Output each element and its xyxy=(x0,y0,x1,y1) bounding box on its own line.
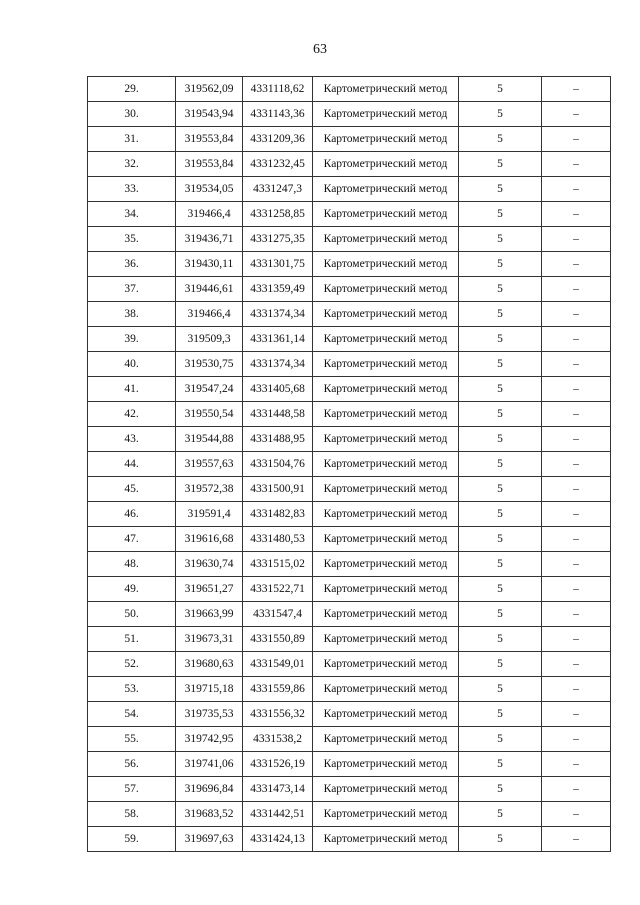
point-number-cell: 52. xyxy=(88,652,176,677)
accuracy-cell: 5 xyxy=(459,327,542,352)
x-coordinate-cell: 319616,68 xyxy=(176,527,243,552)
point-number-cell: 30. xyxy=(88,102,176,127)
note-cell: – xyxy=(542,252,611,277)
accuracy-cell: 5 xyxy=(459,402,542,427)
x-coordinate-cell: 319547,24 xyxy=(176,377,243,402)
method-cell: Картометрический метод xyxy=(313,177,459,202)
accuracy-cell: 5 xyxy=(459,477,542,502)
method-cell: Картометрический метод xyxy=(313,677,459,702)
table-row xyxy=(88,377,611,402)
note-cell: – xyxy=(542,827,611,852)
point-number-cell: 35. xyxy=(88,227,176,252)
x-coordinate-cell: 319446,61 xyxy=(176,277,243,302)
x-coordinate-cell: 319630,74 xyxy=(176,552,243,577)
table-row xyxy=(88,352,611,377)
accuracy-cell: 5 xyxy=(459,702,542,727)
y-coordinate-cell: 4331258,85 xyxy=(243,202,313,227)
note-cell: – xyxy=(542,702,611,727)
table-row xyxy=(88,77,611,102)
y-coordinate-cell: 4331405,68 xyxy=(243,377,313,402)
point-number-cell: 59. xyxy=(88,827,176,852)
coordinates-table xyxy=(87,76,611,852)
method-cell: Картометрический метод xyxy=(313,252,459,277)
table-row xyxy=(88,427,611,452)
point-number-cell: 44. xyxy=(88,452,176,477)
table-row xyxy=(88,227,611,252)
table-row xyxy=(88,277,611,302)
page-number: 63 xyxy=(313,42,327,57)
note-cell: – xyxy=(542,602,611,627)
y-coordinate-cell: 4331556,32 xyxy=(243,702,313,727)
y-coordinate-cell: 4331488,95 xyxy=(243,427,313,452)
note-cell: – xyxy=(542,502,611,527)
table-row xyxy=(88,102,611,127)
method-cell: Картометрический метод xyxy=(313,727,459,752)
x-coordinate-cell: 319742,95 xyxy=(176,727,243,752)
note-cell: – xyxy=(542,327,611,352)
accuracy-cell: 5 xyxy=(459,627,542,652)
table-row xyxy=(88,652,611,677)
method-cell: Картометрический метод xyxy=(313,202,459,227)
x-coordinate-cell: 319430,11 xyxy=(176,252,243,277)
y-coordinate-cell: 4331301,75 xyxy=(243,252,313,277)
method-cell: Картометрический метод xyxy=(313,227,459,252)
note-cell: – xyxy=(542,202,611,227)
x-coordinate-cell: 319572,38 xyxy=(176,477,243,502)
accuracy-cell: 5 xyxy=(459,227,542,252)
table-row xyxy=(88,527,611,552)
method-cell: Картометрический метод xyxy=(313,702,459,727)
y-coordinate-cell: 4331424,13 xyxy=(243,827,313,852)
note-cell: – xyxy=(542,577,611,602)
table-row xyxy=(88,152,611,177)
y-coordinate-cell: 4331442,51 xyxy=(243,802,313,827)
accuracy-cell: 5 xyxy=(459,827,542,852)
note-cell: – xyxy=(542,102,611,127)
accuracy-cell: 5 xyxy=(459,352,542,377)
method-cell: Картометрический метод xyxy=(313,552,459,577)
point-number-cell: 43. xyxy=(88,427,176,452)
y-coordinate-cell: 4331247,3 xyxy=(243,177,313,202)
y-coordinate-cell: 4331515,02 xyxy=(243,552,313,577)
accuracy-cell: 5 xyxy=(459,177,542,202)
accuracy-cell: 5 xyxy=(459,302,542,327)
point-number-cell: 42. xyxy=(88,402,176,427)
table-row xyxy=(88,777,611,802)
method-cell: Картометрический метод xyxy=(313,402,459,427)
x-coordinate-cell: 319673,31 xyxy=(176,627,243,652)
method-cell: Картометрический метод xyxy=(313,477,459,502)
note-cell: – xyxy=(542,227,611,252)
accuracy-cell: 5 xyxy=(459,377,542,402)
method-cell: Картометрический метод xyxy=(313,802,459,827)
method-cell: Картометрический метод xyxy=(313,377,459,402)
point-number-cell: 53. xyxy=(88,677,176,702)
table-row xyxy=(88,302,611,327)
x-coordinate-cell: 319530,75 xyxy=(176,352,243,377)
note-cell: – xyxy=(542,552,611,577)
point-number-cell: 57. xyxy=(88,777,176,802)
y-coordinate-cell: 4331232,45 xyxy=(243,152,313,177)
y-coordinate-cell: 4331480,53 xyxy=(243,527,313,552)
accuracy-cell: 5 xyxy=(459,102,542,127)
note-cell: – xyxy=(542,727,611,752)
method-cell: Картометрический метод xyxy=(313,302,459,327)
method-cell: Картометрический метод xyxy=(313,627,459,652)
accuracy-cell: 5 xyxy=(459,152,542,177)
x-coordinate-cell: 319550,54 xyxy=(176,402,243,427)
x-coordinate-cell: 319680,63 xyxy=(176,652,243,677)
table-row xyxy=(88,627,611,652)
note-cell: – xyxy=(542,677,611,702)
y-coordinate-cell: 4331504,76 xyxy=(243,452,313,477)
accuracy-cell: 5 xyxy=(459,427,542,452)
method-cell: Картометрический метод xyxy=(313,102,459,127)
table-row xyxy=(88,252,611,277)
y-coordinate-cell: 4331473,14 xyxy=(243,777,313,802)
y-coordinate-cell: 4331538,2 xyxy=(243,727,313,752)
accuracy-cell: 5 xyxy=(459,727,542,752)
x-coordinate-cell: 319466,4 xyxy=(176,302,243,327)
x-coordinate-cell: 319534,05 xyxy=(176,177,243,202)
x-coordinate-cell: 319696,84 xyxy=(176,777,243,802)
y-coordinate-cell: 4331547,4 xyxy=(243,602,313,627)
note-cell: – xyxy=(542,77,611,102)
note-cell: – xyxy=(542,627,611,652)
point-number-cell: 37. xyxy=(88,277,176,302)
x-coordinate-cell: 319697,63 xyxy=(176,827,243,852)
y-coordinate-cell: 4331522,71 xyxy=(243,577,313,602)
accuracy-cell: 5 xyxy=(459,252,542,277)
note-cell: – xyxy=(542,752,611,777)
table-row xyxy=(88,602,611,627)
y-coordinate-cell: 4331482,83 xyxy=(243,502,313,527)
table-row xyxy=(88,577,611,602)
note-cell: – xyxy=(542,402,611,427)
y-coordinate-cell: 4331374,34 xyxy=(243,302,313,327)
table-row xyxy=(88,802,611,827)
note-cell: – xyxy=(542,127,611,152)
accuracy-cell: 5 xyxy=(459,802,542,827)
table-row xyxy=(88,452,611,477)
table-row xyxy=(88,677,611,702)
accuracy-cell: 5 xyxy=(459,577,542,602)
x-coordinate-cell: 319553,84 xyxy=(176,127,243,152)
point-number-cell: 50. xyxy=(88,602,176,627)
accuracy-cell: 5 xyxy=(459,277,542,302)
note-cell: – xyxy=(542,152,611,177)
accuracy-cell: 5 xyxy=(459,552,542,577)
y-coordinate-cell: 4331500,91 xyxy=(243,477,313,502)
table-row xyxy=(88,752,611,777)
accuracy-cell: 5 xyxy=(459,602,542,627)
x-coordinate-cell: 319683,52 xyxy=(176,802,243,827)
method-cell: Картометрический метод xyxy=(313,602,459,627)
note-cell: – xyxy=(542,777,611,802)
y-coordinate-cell: 4331359,49 xyxy=(243,277,313,302)
note-cell: – xyxy=(542,802,611,827)
method-cell: Картометрический метод xyxy=(313,77,459,102)
point-number-cell: 48. xyxy=(88,552,176,577)
point-number-cell: 46. xyxy=(88,502,176,527)
y-coordinate-cell: 4331361,14 xyxy=(243,327,313,352)
note-cell: – xyxy=(542,302,611,327)
accuracy-cell: 5 xyxy=(459,502,542,527)
point-number-cell: 49. xyxy=(88,577,176,602)
point-number-cell: 41. xyxy=(88,377,176,402)
x-coordinate-cell: 319553,84 xyxy=(176,152,243,177)
point-number-cell: 31. xyxy=(88,127,176,152)
table-row xyxy=(88,827,611,852)
point-number-cell: 38. xyxy=(88,302,176,327)
y-coordinate-cell: 4331374,34 xyxy=(243,352,313,377)
point-number-cell: 29. xyxy=(88,77,176,102)
note-cell: – xyxy=(542,277,611,302)
accuracy-cell: 5 xyxy=(459,202,542,227)
method-cell: Картометрический метод xyxy=(313,152,459,177)
y-coordinate-cell: 4331559,86 xyxy=(243,677,313,702)
coordinates-table-body xyxy=(88,77,611,852)
x-coordinate-cell: 319436,71 xyxy=(176,227,243,252)
method-cell: Картометрический метод xyxy=(313,827,459,852)
accuracy-cell: 5 xyxy=(459,677,542,702)
y-coordinate-cell: 4331550,89 xyxy=(243,627,313,652)
note-cell: – xyxy=(542,427,611,452)
x-coordinate-cell: 319544,88 xyxy=(176,427,243,452)
y-coordinate-cell: 4331118,62 xyxy=(243,77,313,102)
x-coordinate-cell: 319557,63 xyxy=(176,452,243,477)
note-cell: – xyxy=(542,177,611,202)
point-number-cell: 55. xyxy=(88,727,176,752)
accuracy-cell: 5 xyxy=(459,652,542,677)
point-number-cell: 32. xyxy=(88,152,176,177)
y-coordinate-cell: 4331275,35 xyxy=(243,227,313,252)
accuracy-cell: 5 xyxy=(459,77,542,102)
note-cell: – xyxy=(542,377,611,402)
y-coordinate-cell: 4331143,36 xyxy=(243,102,313,127)
method-cell: Картометрический метод xyxy=(313,527,459,552)
point-number-cell: 54. xyxy=(88,702,176,727)
y-coordinate-cell: 4331526,19 xyxy=(243,752,313,777)
point-number-cell: 56. xyxy=(88,752,176,777)
table-row xyxy=(88,327,611,352)
point-number-cell: 40. xyxy=(88,352,176,377)
x-coordinate-cell: 319562,09 xyxy=(176,77,243,102)
point-number-cell: 36. xyxy=(88,252,176,277)
y-coordinate-cell: 4331448,58 xyxy=(243,402,313,427)
method-cell: Картометрический метод xyxy=(313,577,459,602)
method-cell: Картометрический метод xyxy=(313,452,459,477)
table-row xyxy=(88,402,611,427)
table-row xyxy=(88,552,611,577)
note-cell: – xyxy=(542,652,611,677)
x-coordinate-cell: 319715,18 xyxy=(176,677,243,702)
accuracy-cell: 5 xyxy=(459,452,542,477)
point-number-cell: 39. xyxy=(88,327,176,352)
method-cell: Картометрический метод xyxy=(313,327,459,352)
method-cell: Картометрический метод xyxy=(313,752,459,777)
table-row xyxy=(88,702,611,727)
table-row xyxy=(88,127,611,152)
x-coordinate-cell: 319651,27 xyxy=(176,577,243,602)
note-cell: – xyxy=(542,452,611,477)
point-number-cell: 34. xyxy=(88,202,176,227)
y-coordinate-cell: 4331549,01 xyxy=(243,652,313,677)
note-cell: – xyxy=(542,527,611,552)
x-coordinate-cell: 319543,94 xyxy=(176,102,243,127)
x-coordinate-cell: 319735,53 xyxy=(176,702,243,727)
table-row xyxy=(88,727,611,752)
note-cell: – xyxy=(542,352,611,377)
accuracy-cell: 5 xyxy=(459,527,542,552)
x-coordinate-cell: 319591,4 xyxy=(176,502,243,527)
method-cell: Картометрический метод xyxy=(313,127,459,152)
point-number-cell: 47. xyxy=(88,527,176,552)
method-cell: Картометрический метод xyxy=(313,652,459,677)
method-cell: Картометрический метод xyxy=(313,427,459,452)
method-cell: Картометрический метод xyxy=(313,777,459,802)
point-number-cell: 45. xyxy=(88,477,176,502)
method-cell: Картометрический метод xyxy=(313,277,459,302)
table-row xyxy=(88,477,611,502)
table-row xyxy=(88,502,611,527)
point-number-cell: 58. xyxy=(88,802,176,827)
note-cell: – xyxy=(542,477,611,502)
accuracy-cell: 5 xyxy=(459,127,542,152)
point-number-cell: 33. xyxy=(88,177,176,202)
x-coordinate-cell: 319509,3 xyxy=(176,327,243,352)
method-cell: Картометрический метод xyxy=(313,502,459,527)
table-row xyxy=(88,177,611,202)
accuracy-cell: 5 xyxy=(459,777,542,802)
table-row xyxy=(88,202,611,227)
accuracy-cell: 5 xyxy=(459,752,542,777)
y-coordinate-cell: 4331209,36 xyxy=(243,127,313,152)
point-number-cell: 51. xyxy=(88,627,176,652)
x-coordinate-cell: 319741,06 xyxy=(176,752,243,777)
x-coordinate-cell: 319466,4 xyxy=(176,202,243,227)
x-coordinate-cell: 319663,99 xyxy=(176,602,243,627)
method-cell: Картометрический метод xyxy=(313,352,459,377)
